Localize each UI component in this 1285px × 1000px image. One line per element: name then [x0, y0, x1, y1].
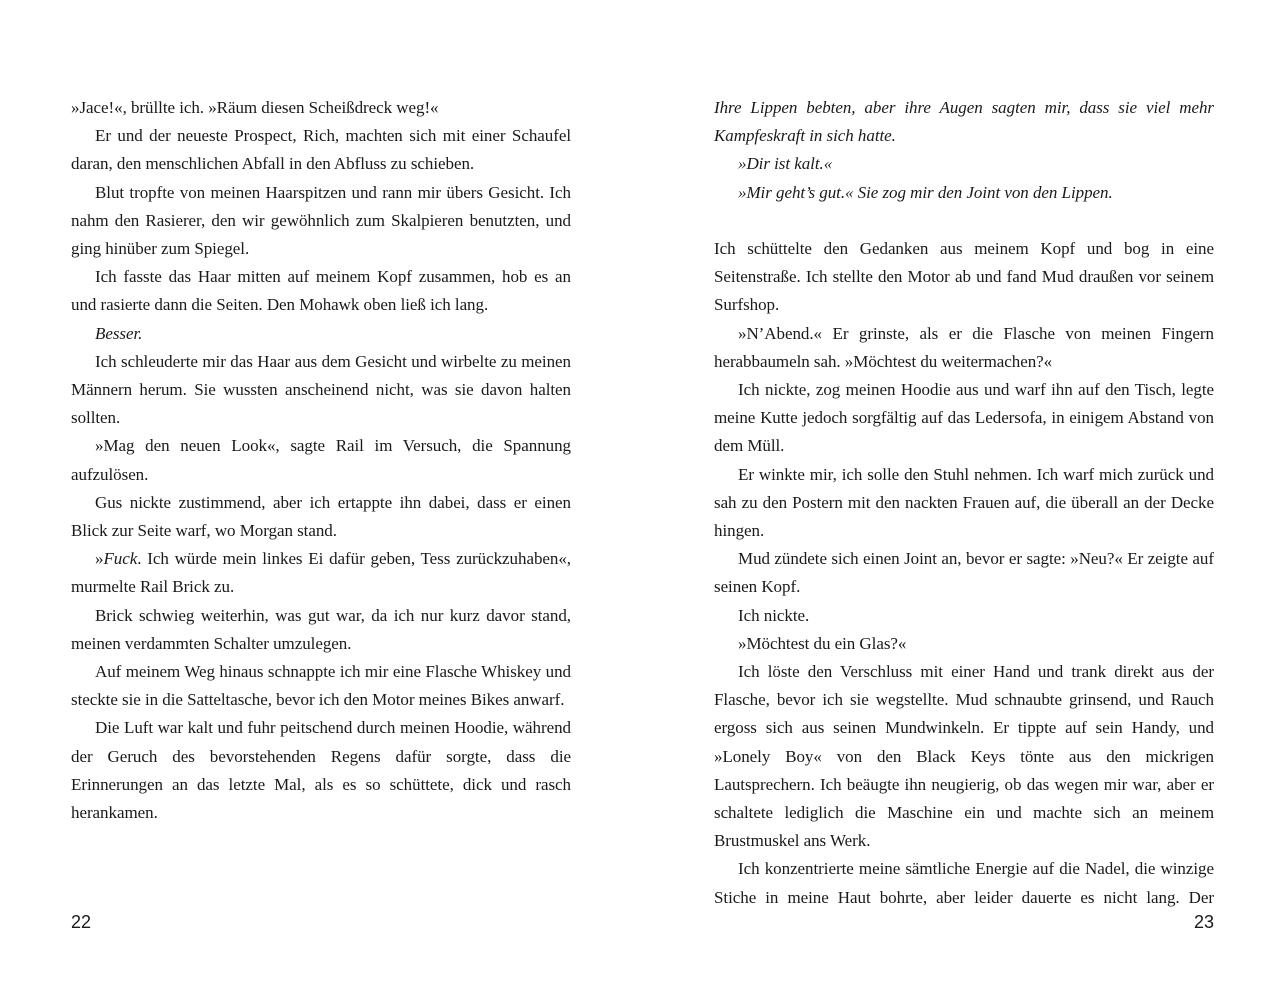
page-number-left: 22 — [71, 912, 92, 932]
paragraph — [71, 658, 571, 714]
paragraph — [71, 602, 571, 658]
paragraph — [714, 376, 1214, 461]
paragraph — [714, 855, 1214, 911]
paragraph — [714, 658, 1214, 855]
text-run: Auf meinem Weg hinaus schnappte ich mir eine Flasche Whiskey und steckte sie in die Satteltasche, bevor ich den Motor meines Bikes anwarf. — [71, 662, 571, 710]
text-run: Brick schwieg weiterhin, was gut war, da ich nur kurz davor stand, meinen verdammten Schalter umzulegen. — [71, 605, 571, 653]
text-run: Mud zündete sich einen Joint an, bevor er sagte: »Neu?« Er zeigte auf seinen Kopf. — [714, 549, 1214, 597]
text-run: Ich nickte, zog meinen Hoodie aus und warf ihn auf den Tisch, legte meine Kutte jedoch sorgfältig auf das Ledersofa, in einigem Abstand von dem Müll. — [714, 380, 1214, 456]
paragraph — [714, 545, 1214, 601]
paragraph — [71, 122, 571, 178]
italic-text: »Mir geht’s gut.« Sie zog mir den Joint von den Lippen. — [738, 182, 1113, 202]
text-run: »Mag den neuen Look«, sagte Rail im Versuch, die Spannung aufzulösen. — [71, 436, 571, 484]
paragraph — [714, 630, 1214, 658]
paragraph — [714, 235, 1214, 320]
paragraph — [714, 602, 1214, 630]
paragraph-italic — [714, 150, 1214, 178]
paragraph — [71, 489, 571, 545]
text-run: Ich konzentrierte meine sämtliche Energie auf die Nadel, die winzige Stiche in meine Haut bohrte, aber leider dauerte es nicht lang. Der — [714, 859, 1214, 907]
text-run: Er und der neueste Prospect, Rich, machten sich mit einer Schaufel daran, den menschlichen Abfall in den Abfluss zu schieben. — [71, 126, 571, 174]
italic-text: Ihre Lippen bebten, aber ihre Augen sagten mir, dass sie viel mehr Kampfeskraft in sich hatte. — [714, 98, 1214, 146]
text-run: Ich schüttelte den Gedanken aus meinem Kopf und bog in eine Seitenstraße. Ich stellte den Motor ab und fand Mud draußen vor seinem Surfshop. — [714, 239, 1214, 315]
italic-text: Fuck — [103, 549, 138, 569]
text-run: . Ich würde mein linkes Ei dafür geben, Tess zurückzuhaben«, murmelte Rail Brick zu. — [71, 549, 571, 597]
text-run: »N’Abend.« Er grinste, als er die Flasche von meinen Fingern herabbaumeln sah. »Möchtest du weitermachen?« — [714, 323, 1214, 371]
paragraph-italic — [714, 94, 1214, 150]
paragraph — [71, 545, 571, 601]
paragraph — [71, 179, 571, 264]
paragraph-italic — [714, 179, 1214, 207]
text-run: Ich fasste das Haar mitten auf meinem Kopf zusammen, hob es an und rasierte dann die Seiten. Den Mohawk oben ließ ich lang. — [71, 267, 571, 315]
text-run: Blut tropfte von meinen Haarspitzen und rann mir übers Gesicht. Ich nahm den Rasierer, den wir gewöhnlich zum Skalpieren benutzten, und ging hinüber zum Spiegel. — [71, 182, 571, 259]
text-run: Ich nickte. — [738, 605, 810, 625]
paragraph — [714, 461, 1214, 546]
left-page — [71, 94, 571, 827]
text-run: Gus nickte zustimmend, aber ich ertappte ihn dabei, dass er einen Blick zur Seite warf, wo Morgan stand. — [71, 492, 571, 541]
page-number-right: 23 — [1194, 912, 1215, 932]
paragraph — [71, 348, 571, 433]
right-page — [714, 94, 1214, 912]
paragraph — [714, 320, 1214, 376]
italic-text: Besser. — [95, 323, 143, 343]
paragraph — [71, 432, 571, 488]
text-run: Er winkte mir, ich solle den Stuhl nehmen. Ich warf mich zurück und sah zu den Postern mit den nackten Frauen auf, die überall an der Decke hingen. — [714, 464, 1214, 541]
text-run: Ich schleuderte mir das Haar aus dem Gesicht und wirbelte zu meinen Männern herum. Sie wussten anscheinend nicht, was sie davon halten sollten. — [71, 351, 571, 428]
text-run: »Möchtest du ein Glas?« — [738, 633, 907, 653]
paragraph — [71, 714, 571, 827]
text-run: »Jace!«, brüllte ich. »Räum diesen Scheißdreck weg!« — [71, 98, 439, 117]
text-run: » — [95, 549, 104, 569]
paragraph — [71, 94, 571, 122]
italic-text: »Dir ist kalt.« — [738, 154, 833, 174]
paragraph — [71, 320, 571, 348]
text-run: Die Luft war kalt und fuhr peitschend durch meinen Hoodie, während der Geruch des bevorstehenden Regens dafür sorgte, dass die Erinnerungen an das letzte Mal, als es so schüttete, dick und rasch herankamen. — [71, 718, 571, 823]
text-run: Ich löste den Verschluss mit einer Hand und trank direkt aus der Flasche, bevor ich sie wegstellte. Mud schnaubte grinsend, und Rauch ergoss sich aus seinen Mundwinkeln. Er tippte auf sein Handy, und »Lonely Boy« von den Black Keys tönte aus den mickrigen Lautsprechern. Ich beäugte ihn neugierig, ob das wegen mir war, aber er schaltete lediglich die Maschine ein und machte sich an meinem Brustmuskel ans Werk. — [714, 662, 1214, 851]
paragraph — [71, 263, 571, 319]
